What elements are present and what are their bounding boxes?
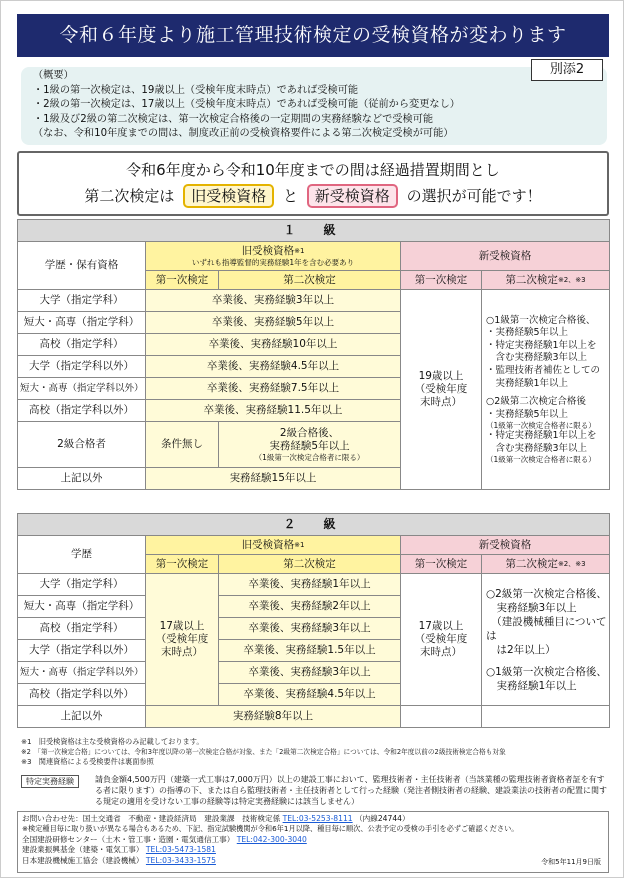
org1-tel-link[interactable]: TEL:042-300-3040 (236, 834, 307, 844)
key-pre: 第二次検定は (84, 187, 175, 205)
level2-row-label: 短大・高専（指定学科以外） (18, 662, 146, 684)
level2-row-label: 高校（指定学科以外） (18, 684, 146, 706)
level2-row-label: 短大・高専（指定学科） (18, 596, 146, 618)
level2-old-header: 旧受検資格$^{※1}$ (146, 536, 401, 555)
key-line-2 (19, 183, 607, 209)
level1-old-value: 卒業後、実務経験3年以上 (146, 290, 401, 312)
level2-new-second-filler (482, 706, 610, 728)
level1-new-first-header: 第一次検定 (401, 271, 482, 290)
key-line-1: 令和6年度から令和10年度までの間は経過措置期間とし (126, 161, 500, 179)
level1-old-first-header: 第一次検定 (146, 271, 219, 290)
level2-heading: ２ 級 (18, 514, 610, 536)
level2-table (17, 513, 610, 728)
level2-new-second-header: 第二次検定$^{※2、※3}$ (482, 555, 610, 574)
level2-old-second-value: 卒業後、実務経験3年以上 (219, 662, 401, 684)
org3-tel-link[interactable]: TEL:03-3433-1575 (145, 855, 216, 865)
level1-new-second-header: 第二次検定$^{※2、※3}$ (482, 271, 610, 290)
specific-experience-label: 特定実務経験 (21, 775, 79, 788)
level1-row-header: 学歴・保有資格 (18, 242, 146, 290)
old-qualification-tag: 旧受検資格 (183, 184, 274, 208)
key-and: と (282, 187, 298, 205)
level2-new-first-value: 17歳以上 （受検年度 末時点） (401, 574, 482, 706)
level1-old-header: 旧受検資格$^{※1}$ いずれも指導監督的実務経験1年を含む必要あり (146, 242, 401, 271)
summary-box (21, 67, 607, 145)
level1-other-label: 上記以外 (18, 468, 146, 490)
issue-date: 令和5年11月9日版 (541, 858, 601, 866)
level2-row-label: 大学（指定学科） (18, 574, 146, 596)
level2-new-first-filler (401, 706, 482, 728)
level2-new-second-value: ○2級第一次検定合格後、 実務経験3年以上 （建設機械種目については は2年以上） ○1級第一次検定合格後、 実務経験1年以上 (482, 574, 610, 706)
level2-old-second-value: 卒業後、実務経験2年以上 (219, 596, 401, 618)
footnote-3: ※3 関連資格による受検要件は裏面参照 (21, 757, 154, 766)
level1-table (17, 219, 610, 490)
level2-new-header: 新受検資格 (401, 536, 610, 555)
level1-heading: １ 級 (18, 220, 610, 242)
level1-old-value: 卒業後、実務経験11.5年以上 (146, 400, 401, 422)
footnote-2: ※2 「第一次検定合格」については、令和3年度以降の第一次検定合格が対象、また「2級第二次検定合格」については、令和2年度以前の2級技術検定合格も対象 (21, 748, 506, 756)
summary-line: （概要） (33, 70, 74, 81)
level2-old-first-header: 第一次検定 (146, 555, 219, 574)
level1-old-second-header: 第二次検定 (219, 271, 401, 290)
level1-grade2-first: 条件無し (146, 422, 219, 468)
level2-old-second-value: 卒業後、実務経験3年以上 (219, 618, 401, 640)
level1-grade2-label: 2級合格者 (18, 422, 146, 468)
level2-old-first-value: 17歳以上 （受検年度 末時点） (146, 574, 219, 706)
level1-other-old: 実務経験15年以上 (146, 468, 401, 490)
summary-line: ・2級の第一次検定は、17歳以上（受検年度末時点）であれば受検可能（従前から変更なし） (33, 99, 460, 111)
contact-line-1: お問い合わせ先：国土交通省 不動産・建設経済局 建設業課 技術検定係 TEL:03-5253-8111 （内線24744） (22, 814, 410, 823)
level2-other-old: 実務経験8年以上 (146, 706, 401, 728)
summary-line: （なお、令和10年度までの間は、制度改正前の受検資格要件による第二次検定受検が可能） (33, 128, 454, 140)
specific-experience-text: 請負金額4,500万円（建築一式工事は7,000万円）以上の建設工事において、監理技術者・主任技術者（当該業種の監理技術者資格者証を有する者に限ります）の指導の下、または自ら監理技術者・主任技術者として行った経験（発注者側技術者の経験、建設業法の技術者の配置に関する規定の適用を受けない工事の経験等は特定実務経験には該当しません） (95, 775, 607, 806)
footnote-1: ※1 旧受検資格は主な受検資格のみ記載しております。 (21, 737, 204, 746)
level1-old-value: 卒業後、実務経験5年以上 (146, 312, 401, 334)
summary-line: ・1級及び2級の第二次検定は、第一次検定合格後の一定期間の実務経験などで受検可能 (33, 113, 434, 125)
level2-row-label: 高校（指定学科） (18, 618, 146, 640)
level1-new-header: 新受検資格 (401, 242, 610, 271)
attachment-badge: 別添2 (531, 59, 603, 81)
level1-row-label: 大学（指定学科） (18, 290, 146, 312)
contact-line-2: ※検定種目毎に取り扱いが異なる場合もあるため、下記、指定試験機関が令和6年1月以降、種目毎に順次、公表予定の受検の手引を必ずご確認ください。 (22, 824, 519, 834)
level1-row-label: 短大・高専（指定学科以外） (18, 378, 146, 400)
contact-box (17, 811, 609, 873)
summary-line: ・1級の第一次検定は、19歳以上（受検年度末時点）であれば受検可能 (33, 84, 359, 96)
level1-row-label: 高校（指定学科） (18, 334, 146, 356)
level2-row-header: 学歴 (18, 536, 146, 574)
contact-org-1: 全国建設研修センター（土木・管工事・造園・電気通信工事） TEL:042-300-3040 (22, 834, 307, 844)
page-title: 令和６年度より施工管理技術検定の受検資格が変わります (17, 14, 609, 57)
level1-old-value: 卒業後、実務経験4.5年以上 (146, 356, 401, 378)
level2-new-first-header: 第一次検定 (401, 555, 482, 574)
org2-tel-link[interactable]: TEL:03-5473-1581 (145, 845, 216, 855)
level2-row-label: 上記以外 (18, 706, 146, 728)
level2-old-second-value: 卒業後、実務経験1年以上 (219, 574, 401, 596)
key-message-box (17, 151, 609, 216)
level2-old-second-header: 第二次検定 (219, 555, 401, 574)
level1-row-label: 高校（指定学科以外） (18, 400, 146, 422)
level1-row-label: 短大・高専（指定学科） (18, 312, 146, 334)
mlit-tel-link[interactable]: TEL:03-5253-8111 (282, 814, 353, 823)
level2-old-second-value: 卒業後、実務経験4.5年以上 (219, 684, 401, 706)
level2-row-label: 大学（指定学科以外） (18, 640, 146, 662)
level1-row-label: 大学（指定学科以外） (18, 356, 146, 378)
level1-old-value: 卒業後、実務経験7.5年以上 (146, 378, 401, 400)
level1-new-second-value: ○1級第一次検定合格後、 ・実務経験5年以上 ・特定実務経験1年以上を 含む実務経験3年以上 ・監理技術者補佐としての 実務経験1年以上 ○2級第二次検定合格後 ・実務経験5年以上 （1級第一次検定合格者に限る） ・特定実務経験1年以上を 含む実務経験3年以上 （1級第一次検定合格者に限る） (482, 290, 610, 490)
level1-old-value: 卒業後、実務経験10年以上 (146, 334, 401, 356)
contact-org-3: 日本建設機械施工協会（建設機械） TEL:03-3433-1575 (22, 855, 216, 865)
level1-grade2-second: 2級合格後、 実務経験5年以上 （1級第一次検定合格者に限る） (219, 422, 401, 468)
key-post: の選択が可能です！ (406, 187, 542, 205)
contact-org-2: 建設業振興基金（建築・電気工事） TEL:03-5473-1581 (22, 845, 216, 855)
level1-new-first-value: 19歳以上 （受検年度 末時点） (401, 290, 482, 490)
level2-old-second-value: 卒業後、実務経験1.5年以上 (219, 640, 401, 662)
new-qualification-tag: 新受検資格 (307, 184, 398, 208)
specific-experience-box (17, 773, 609, 809)
